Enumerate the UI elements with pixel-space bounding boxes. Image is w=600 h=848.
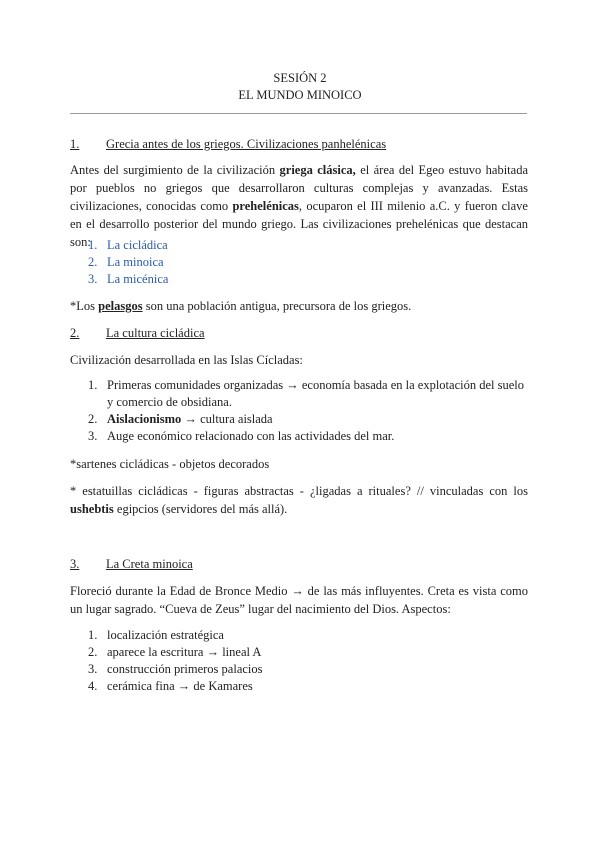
civilizations-list [70,237,528,288]
item-text: aparece la escritura → lineal A [107,645,262,659]
item-number: 2. [88,255,98,269]
section-number: 1. [70,137,80,151]
item-number: 2. [88,645,98,659]
section-title: La cultura cicládica [106,326,205,340]
section-2-intro: Civilización desarrollada en las Islas Cícladas: [70,353,303,367]
item-number: 4. [88,679,98,693]
pelasgos-note [70,297,528,315]
list-item [70,678,528,695]
text-run: Antes del surgimiento de la civilización [70,163,280,177]
list-item [70,237,528,254]
section-3-heading [70,556,193,572]
minoan-aspects-list [70,627,528,695]
section-number: 3. [70,557,80,571]
section-number: 2. [70,326,80,340]
list-item [70,661,528,678]
document-title: EL MUNDO MINOICO [238,88,362,102]
item-text: La micénica [107,272,169,286]
bold-term: pelasgos [98,299,143,313]
item-text: → cultura aislada [181,412,273,426]
item-text: Primeras comunidades organizadas → economía basada en la explotación del suelo y comercio de obsidiana. [107,378,524,409]
bold-term: prehelénicas [232,199,299,213]
item-number: 1. [88,238,98,252]
item-number: 3. [88,662,98,676]
item-text: construcción primeros palacios [107,662,263,676]
text-run: *Los [70,299,99,313]
section-title: Grecia antes de los griegos. Civilizaciones panhelénicas [106,137,387,151]
text-run: , ocuparon el III milenio a.C. y fueron clave en el desarrollo posterior del mundo griego. Las civilizaciones prehelénicas que destacan son: [70,199,528,249]
item-text: Auge económico relacionado con las actividades del mar. [107,429,395,443]
item-text: La cicládica [107,238,168,252]
list-item [70,254,528,271]
item-number: 1. [88,628,98,642]
item-text: localización estratégica [107,628,224,642]
item-number: 3. [88,429,98,443]
sartenes-note: *sartenes cicládicas - objetos decorados [70,457,270,471]
section-title: La Creta minoica [106,557,193,571]
list-item [70,271,528,288]
bold-term: ushebtis [70,502,114,516]
section-3-paragraph: Floreció durante la Edad de Bronce Medio → de las más influyentes. Creta es vista como un lugar sagrado. “Cueva de Zeus” lugar del nacimiento del Dios. Aspectos: [70,584,528,616]
list-item [70,644,528,661]
list-item [70,627,528,644]
bold-term: griega clásica, [279,163,356,177]
cycladic-features-list [70,377,528,445]
item-text: cerámica fina → de Kamares [107,679,253,693]
text-run: son una población antigua, precursora de los griegos. [142,299,412,313]
list-item [70,411,528,428]
section-1-heading [70,136,386,152]
text-run: * estatuillas cicládicas - figuras abstractas - ¿ligadas a rituales? // vinculadas con los [70,484,528,498]
text-run: egipcios (servidores del más allá). [113,502,288,516]
session-label: SESIÓN 2 [273,71,327,85]
section-2-heading [70,325,205,341]
estatuillas-note [70,482,528,518]
text-run: el área del Egeo estuvo habitada por pueblos no griegos que desarrollaron culturas complejas y avanzadas. Estas civilizaciones, conocidas como [70,163,528,213]
item-number: 3. [88,272,98,286]
list-item [70,377,528,411]
item-text: La minoica [107,255,164,269]
item-number: 2. [88,412,98,426]
item-number: 1. [88,378,98,392]
list-item [70,428,528,445]
bold-term: Aislacionismo [107,412,182,426]
title-divider [70,113,527,114]
